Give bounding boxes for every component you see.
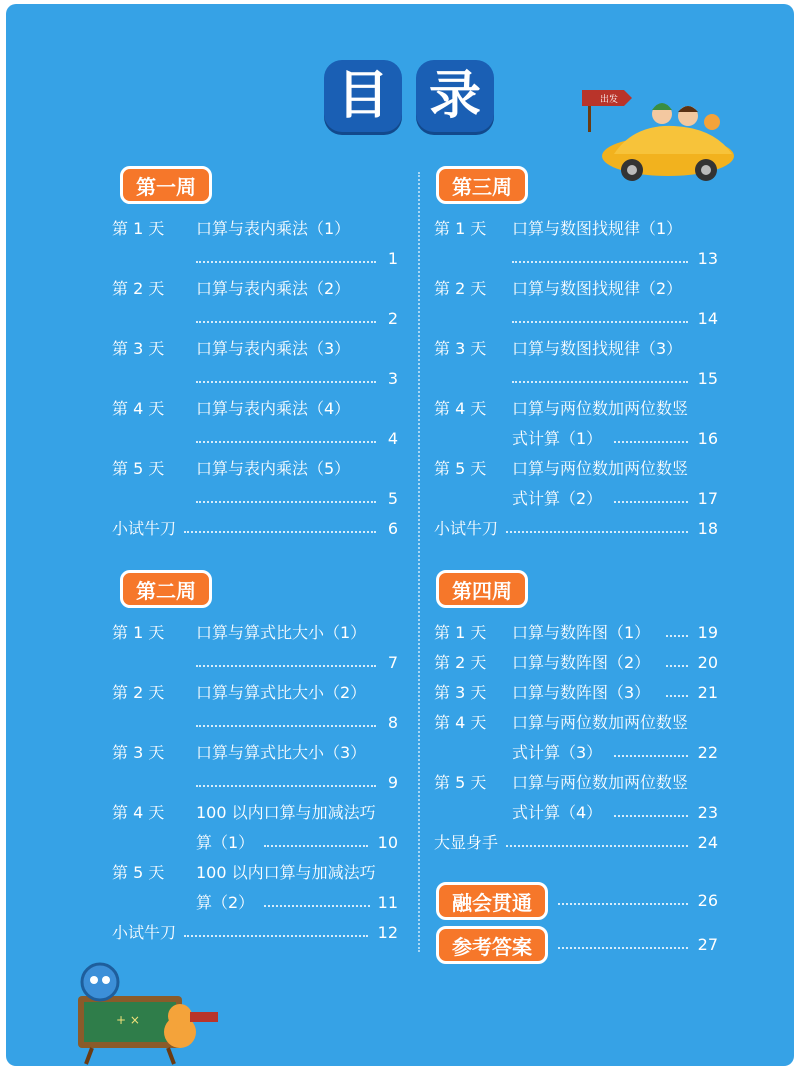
leader-dots: [666, 665, 688, 667]
toc-entry[interactable]: [434, 652, 718, 674]
leader-dots: [196, 321, 376, 323]
toc-page-number: 19: [697, 623, 718, 642]
toc-entry[interactable]: [434, 772, 718, 794]
toc-topic: 口算与数阵图（2）: [512, 653, 651, 672]
leader-dots: [558, 947, 688, 949]
title-char: 录: [428, 66, 481, 126]
toc-page-number: 26: [697, 891, 718, 910]
toc-page-line[interactable]: [112, 308, 398, 330]
svg-text:+ ×: + ×: [116, 1013, 140, 1027]
leader-dots: [512, 381, 688, 383]
toc-entry[interactable]: [112, 338, 398, 360]
toc-page-line[interactable]: [112, 368, 398, 390]
toc-entry[interactable]: [434, 622, 718, 644]
leader-dots: [196, 441, 376, 443]
leader-dots: [264, 905, 370, 907]
toc-topic: 口算与数图找规律（3）: [512, 339, 683, 358]
toc-day: 第 1 天: [434, 623, 487, 642]
toc-day: 第 2 天: [112, 279, 165, 298]
toc-topic: 口算与表内乘法（3）: [196, 339, 351, 358]
title-char-badge: [416, 60, 494, 132]
toc-day: 第 5 天: [112, 459, 165, 478]
toc-entry[interactable]: [434, 832, 718, 854]
toc-page-number: 16: [697, 429, 718, 448]
toc-day: 第 1 天: [112, 219, 165, 238]
toc-page-line[interactable]: [434, 368, 718, 390]
toc-topic-cont: 式计算（3）: [512, 743, 603, 762]
leader-dots: [614, 755, 688, 757]
column-divider: [418, 172, 420, 952]
leader-dots: [184, 935, 368, 937]
appendix-badge-review[interactable]: 融会贯通: [436, 882, 548, 920]
toc-day: 第 4 天: [434, 713, 487, 732]
toc-page-number: 9: [387, 773, 398, 792]
week-4-badge[interactable]: 第四周: [436, 570, 528, 608]
toc-page-number: 2: [387, 309, 398, 328]
toc-topic-cont: 算（2）: [196, 893, 255, 912]
week-1-badge[interactable]: 第一周: [120, 166, 212, 204]
toc-entry[interactable]: [112, 622, 398, 644]
toc-page-number: 17: [697, 489, 718, 508]
toc-day: 第 2 天: [112, 683, 165, 702]
toc-topic-cont: 式计算（4）: [512, 803, 603, 822]
leader-dots: [512, 261, 688, 263]
toc-day: 第 5 天: [434, 773, 487, 792]
toc-day: 第 2 天: [434, 653, 487, 672]
toc-topic: 口算与两位数加两位数竖: [512, 459, 689, 478]
leader-dots: [614, 815, 688, 817]
toc-page-line[interactable]: [112, 832, 398, 854]
toc-page: [6, 4, 794, 1066]
toc-page-number: 20: [697, 653, 718, 672]
leader-dots: [506, 845, 688, 847]
title-char-badge: [324, 60, 402, 132]
toc-page-number: 14: [697, 309, 718, 328]
toc-topic: 口算与两位数加两位数竖: [512, 713, 689, 732]
toc-page-line[interactable]: [434, 428, 718, 450]
toc-day: 第 4 天: [112, 803, 165, 822]
leader-dots: [558, 903, 688, 905]
toc-entry[interactable]: [112, 278, 398, 300]
toc-page-line[interactable]: [434, 248, 718, 270]
toc-day: 第 5 天: [434, 459, 487, 478]
toc-page-number: 27: [697, 935, 718, 954]
leader-dots: [184, 531, 376, 533]
toc-page-line[interactable]: [112, 248, 398, 270]
leader-dots: [614, 441, 688, 443]
toc-page-line[interactable]: [434, 488, 718, 510]
chalkboard-illustration: [64, 952, 224, 1066]
toc-topic: 口算与数图找规律（2）: [512, 279, 683, 298]
toc-page-number: 7: [387, 653, 398, 672]
toc-page-number: 23: [697, 803, 718, 822]
toc-day: 第 3 天: [112, 339, 165, 358]
leader-dots: [264, 845, 368, 847]
car-illustration: [574, 84, 738, 184]
leader-dots: [666, 695, 688, 697]
toc-entry[interactable]: [434, 278, 718, 300]
toc-day: 大显身手: [434, 833, 499, 852]
toc-entry[interactable]: [112, 862, 398, 884]
leader-dots: [196, 381, 376, 383]
toc-day: 第 1 天: [434, 219, 487, 238]
appendix-badge-answers[interactable]: 参考答案: [436, 926, 548, 964]
toc-entry[interactable]: [434, 518, 718, 540]
toc-page-number: 3: [387, 369, 398, 388]
toc-page-line[interactable]: [434, 934, 718, 956]
toc-page-number: 22: [697, 743, 718, 762]
leader-dots: [196, 725, 376, 727]
toc-entry[interactable]: [112, 218, 398, 240]
toc-page-number: 18: [697, 519, 718, 538]
toc-entry[interactable]: [434, 398, 718, 420]
toc-topic: 口算与数图找规律（1）: [512, 219, 683, 238]
toc-topic-cont: 算（1）: [196, 833, 255, 852]
toc-page-number: 12: [377, 923, 398, 942]
toc-page-line[interactable]: [112, 428, 398, 450]
toc-entry[interactable]: [112, 742, 398, 764]
toc-page-line[interactable]: [434, 890, 718, 912]
toc-day: 第 5 天: [112, 863, 165, 882]
toc-topic: 口算与算式比大小（3）: [196, 743, 367, 762]
toc-page-number: 8: [387, 713, 398, 732]
toc-topic: 口算与两位数加两位数竖: [512, 773, 689, 792]
toc-topic: 口算与表内乘法（4）: [196, 399, 351, 418]
toc-topic: 口算与表内乘法（5）: [196, 459, 351, 478]
toc-page-number: 1: [387, 249, 398, 268]
toc-entry[interactable]: [434, 338, 718, 360]
leader-dots: [196, 501, 376, 503]
toc-page-line[interactable]: [112, 488, 398, 510]
leader-dots: [614, 501, 688, 503]
week-3-badge[interactable]: 第三周: [436, 166, 528, 204]
toc-page-line[interactable]: [112, 892, 398, 914]
toc-entry[interactable]: [434, 682, 718, 704]
toc-entry[interactable]: [112, 518, 398, 540]
toc-day: 第 3 天: [434, 683, 487, 702]
toc-entry[interactable]: [112, 682, 398, 704]
toc-day: 第 3 天: [112, 743, 165, 762]
toc-day: 第 4 天: [434, 399, 487, 418]
toc-page-line[interactable]: [112, 652, 398, 674]
toc-day: 第 1 天: [112, 623, 165, 642]
toc-page-number: 13: [697, 249, 718, 268]
leader-dots: [196, 665, 376, 667]
toc-day: 小试牛刀: [434, 519, 499, 538]
leader-dots: [196, 785, 376, 787]
week-2-badge[interactable]: 第二周: [120, 570, 212, 608]
toc-topic: 口算与两位数加两位数竖: [512, 399, 689, 418]
toc-topic: 100 以内口算与加减法巧: [196, 803, 376, 822]
page-title: [324, 60, 514, 132]
toc-day: 第 3 天: [434, 339, 487, 358]
toc-page-line[interactable]: [434, 802, 718, 824]
toc-day: 第 4 天: [112, 399, 165, 418]
leader-dots: [666, 635, 688, 637]
toc-day: 第 2 天: [434, 279, 487, 298]
toc-entry[interactable]: [434, 218, 718, 240]
toc-entry[interactable]: [112, 922, 398, 944]
toc-topic: 口算与算式比大小（2）: [196, 683, 367, 702]
toc-page-line[interactable]: [112, 712, 398, 734]
toc-topic: 口算与数阵图（3）: [512, 683, 651, 702]
toc-page-number: 21: [697, 683, 718, 702]
leader-dots: [506, 531, 688, 533]
toc-page-line[interactable]: [434, 742, 718, 764]
toc-page-number: 10: [377, 833, 398, 852]
toc-topic: 口算与表内乘法（1）: [196, 219, 351, 238]
toc-day: 小试牛刀: [112, 923, 177, 942]
toc-page-number: 11: [377, 893, 398, 912]
toc-topic: 口算与表内乘法（2）: [196, 279, 351, 298]
sign-text: 出发: [600, 95, 619, 105]
toc-day: 小试牛刀: [112, 519, 177, 538]
title-char: 目: [336, 66, 389, 126]
toc-entry[interactable]: [434, 458, 718, 480]
toc-topic: 100 以内口算与加减法巧: [196, 863, 376, 882]
toc-entry[interactable]: [112, 802, 398, 824]
toc-entry[interactable]: [112, 458, 398, 480]
toc-page-line[interactable]: [112, 772, 398, 794]
toc-page-number: 4: [387, 429, 398, 448]
toc-topic: 口算与算式比大小（1）: [196, 623, 367, 642]
toc-topic-cont: 式计算（2）: [512, 489, 603, 508]
toc-page-number: 24: [697, 833, 718, 852]
toc-page-line[interactable]: [434, 308, 718, 330]
leader-dots: [512, 321, 688, 323]
toc-topic: 口算与数阵图（1）: [512, 623, 651, 642]
toc-topic-cont: 式计算（1）: [512, 429, 603, 448]
toc-entry[interactable]: [112, 398, 398, 420]
toc-page-number: 5: [387, 489, 398, 508]
toc-page-number: 6: [387, 519, 398, 538]
toc-entry[interactable]: [434, 712, 718, 734]
leader-dots: [196, 261, 376, 263]
toc-page-number: 15: [697, 369, 718, 388]
